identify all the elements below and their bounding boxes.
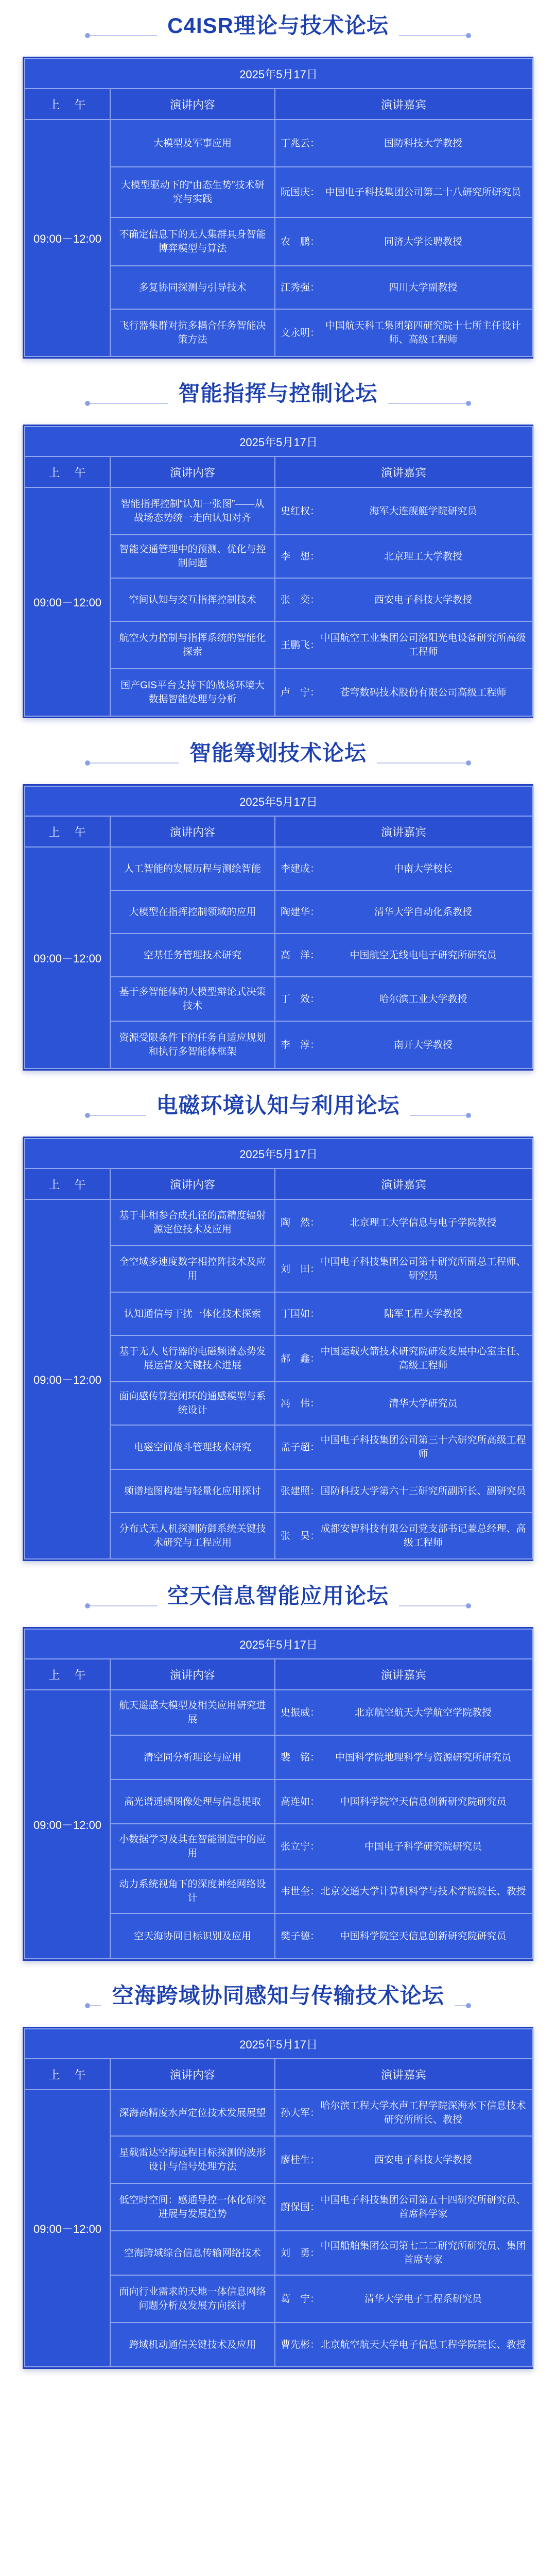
speaker-name: 刘 勇： (281, 2247, 320, 2259)
talk-topic: 航天遥感大模型及相关应用研究进展 (110, 1690, 275, 1735)
talk-topic: 面向感传算控闭环的通感模型与系统设计 (110, 1382, 275, 1425)
talk-topic: 智能交通管理中的预测、优化与控制问题 (110, 535, 275, 578)
speaker-affiliation: 苍穹数码技术股份有限公司高级工程师 (340, 687, 507, 698)
talk-topic: 智能指挥控制“认知一张图”——从战场态势统一走向认知对齐 (110, 487, 275, 535)
topic-header: 演讲内容 (110, 89, 275, 120)
speaker-cell (275, 669, 532, 716)
forum-title (0, 1570, 556, 1627)
table-row (25, 1199, 532, 1246)
forum-title (0, 1080, 556, 1137)
speaker-name: 卢 宁： (281, 687, 320, 698)
header-row (25, 456, 532, 487)
speaker-cell (275, 2275, 532, 2323)
topic-header: 演讲内容 (110, 2059, 275, 2090)
talk-topic: 低空时空间：感通导控一体化研究进展与发展趋势 (110, 2183, 275, 2231)
speaker-name: 史红权： (281, 505, 320, 517)
forum-title (0, 727, 556, 784)
date-row (25, 427, 532, 456)
speaker-affiliation: 四川大学副教授 (389, 282, 458, 293)
schedule-date: 2025年5月17日 (25, 427, 532, 456)
talk-topic: 大模型驱动下的“由态生势”技术研究与实践 (110, 167, 275, 217)
topic-header: 演讲内容 (110, 456, 275, 487)
schedule-card (23, 57, 533, 359)
talk-topic: 飞行器集群对抗多耦合任务智能决策方法 (110, 309, 275, 357)
period-header: 上午 (25, 456, 110, 487)
speaker-affiliation: 北京航空航天大学航空学院教授 (355, 1707, 492, 1718)
speaker-name: 韦世奎： (281, 1886, 320, 1897)
speaker-name: 郝 鑫： (281, 1353, 320, 1364)
period-header: 上午 (25, 89, 110, 120)
time-range: 09:00－12:00 (25, 1690, 110, 1959)
speaker-name: 张 昊： (281, 1530, 320, 1541)
speaker-header: 演讲嘉宾 (275, 816, 532, 847)
speaker-name: 孟子超： (281, 1442, 320, 1453)
speaker-affiliation: 北京航空航天大学电子信息工程学院院长、教授 (320, 2339, 526, 2350)
schedule-card (23, 2027, 533, 2369)
schedule-date: 2025年5月17日 (25, 1629, 532, 1659)
talk-topic: 基于无人飞行器的电磁频谱态势发展运营及关键技术进展 (110, 1335, 275, 1382)
speaker-affiliation: 中国电子科技集团公司第十研究所副总工程师、研究员 (320, 1257, 526, 1281)
speaker-name: 张立宁： (281, 1841, 320, 1852)
speaker-affiliation: 陆军工程大学教授 (384, 1308, 463, 1319)
speaker-name: 张 奕： (281, 594, 320, 605)
topic-header: 演讲内容 (110, 1659, 275, 1690)
forum-title-text: 空海跨域协同感知与传输技术论坛 (101, 1970, 454, 2022)
speaker-name: 孙大军： (281, 2107, 320, 2119)
forum-title-text: 空天信息智能应用论坛 (157, 1570, 399, 1622)
speaker-name: 廖桂生： (281, 2154, 320, 2165)
speaker-affiliation: 西安电子科技大学教授 (374, 2154, 473, 2165)
speaker-affiliation: 国防科技大学教授 (384, 138, 463, 149)
forum-title-text: 智能指挥与控制论坛 (168, 368, 388, 419)
schedule-card (23, 425, 533, 718)
table-row (25, 847, 532, 890)
talk-topic: 面向行业需求的天地一体信息网络问题分析及发展方向探讨 (110, 2275, 275, 2323)
speaker-cell (275, 266, 532, 309)
topic-header: 演讲内容 (110, 1168, 275, 1199)
speaker-cell (275, 309, 532, 357)
talk-topic: 基于多智能体的大模型辩论式决策技术 (110, 977, 275, 1021)
talk-topic: 大模型及军事应用 (110, 120, 275, 167)
speaker-name: 蔚保国： (281, 2201, 320, 2213)
talk-topic: 高光谱遥感图像处理与信息提取 (110, 1780, 275, 1824)
table-row (25, 487, 532, 535)
title-dot-left (85, 1113, 90, 1118)
schedule-card (23, 784, 533, 1071)
speaker-cell (275, 1469, 532, 1513)
speaker-cell (275, 2183, 532, 2231)
time-range: 09:00－12:00 (25, 1199, 110, 1559)
table-row (25, 120, 532, 167)
speaker-cell (275, 1382, 532, 1425)
speaker-name: 高 洋： (281, 950, 320, 961)
speaker-cell (275, 1869, 532, 1913)
speaker-header: 演讲嘉宾 (275, 1168, 532, 1199)
talk-topic: 资源受限条件下的任务自适应规划和执行多智能体框架 (110, 1021, 275, 1069)
period-header: 上午 (25, 816, 110, 847)
talk-topic: 不确定信息下的无人集群具身智能博弈模型与算法 (110, 217, 275, 266)
header-row (25, 2059, 532, 2090)
speaker-affiliation: 哈尔滨工程大学水声工程学院深海水下信息技术研究所所长、教授 (320, 2100, 526, 2125)
talk-topic: 深海高精度水声定位技术发展展望 (110, 2090, 275, 2136)
speaker-affiliation: 中国电子科学研究院研究员 (364, 1841, 482, 1852)
talk-topic: 大模型在指挥控制领域的应用 (110, 890, 275, 934)
speaker-cell (275, 847, 532, 890)
speaker-cell (275, 578, 532, 621)
period-header: 上午 (25, 1168, 110, 1199)
period-header: 上午 (25, 2059, 110, 2090)
date-row (25, 1629, 532, 1659)
speaker-cell (275, 2323, 532, 2367)
speaker-cell (275, 977, 532, 1021)
talk-topic: 动力系统视角下的深度神经网络设计 (110, 1869, 275, 1913)
speaker-name: 刘 田： (281, 1263, 320, 1275)
speaker-affiliation: 中国航天科工集团第四研究院十七所主任设计师、高级工程师 (325, 320, 522, 345)
speaker-affiliation: 中国运载火箭技术研究院研发发展中心室主任、高级工程师 (320, 1346, 526, 1371)
schedule-card (23, 1137, 533, 1561)
title-dot-right (466, 2003, 471, 2008)
speaker-name: 陶 然： (281, 1217, 320, 1228)
title-dot-right (466, 760, 471, 766)
speaker-affiliation: 北京理工大学信息与电子学院教授 (350, 1217, 497, 1228)
speaker-cell (275, 1425, 532, 1469)
speaker-header: 演讲嘉宾 (275, 89, 532, 120)
forum-title (0, 0, 556, 57)
talk-topic: 全空域多速度数字相控阵技术及应用 (110, 1246, 275, 1292)
talk-topic: 航空火力控制与指挥系统的智能化探索 (110, 621, 275, 669)
speaker-affiliation: 南开大学教授 (394, 1039, 453, 1050)
speaker-header: 演讲嘉宾 (275, 1659, 532, 1690)
speaker-cell (275, 1199, 532, 1246)
forum-title-text: 电磁环境认知与利用论坛 (146, 1080, 410, 1131)
talk-topic: 空基任务管理技术研究 (110, 934, 275, 977)
talk-topic: 国产GIS平台支持下的战场环境大数据智能处理与分析 (110, 669, 275, 716)
speaker-cell (275, 487, 532, 535)
speaker-affiliation: 清华大学电子工程系研究员 (364, 2293, 482, 2304)
forum-title (0, 1970, 556, 2027)
speaker-name: 葛 宁： (281, 2293, 320, 2304)
speaker-name: 丁国如： (281, 1308, 320, 1319)
speaker-name: 樊子德： (281, 1930, 320, 1942)
schedule-table (24, 1138, 533, 1560)
speaker-name: 李 淳： (281, 1039, 320, 1050)
talk-topic: 空天海协同目标识别及应用 (110, 1913, 275, 1959)
period-header: 上午 (25, 1659, 110, 1690)
schedule-table (24, 786, 533, 1069)
talk-topic: 分布式无人机探测防御系统关键技术研究与工程应用 (110, 1513, 275, 1559)
title-dot-left (85, 33, 90, 38)
time-range: 09:00－12:00 (25, 120, 110, 357)
speaker-affiliation: 中国电子科技集团公司第二十八研究所研究员 (325, 187, 522, 198)
title-dot-right (466, 1603, 471, 1608)
speaker-cell (275, 1335, 532, 1382)
speaker-name: 张建照： (281, 1485, 320, 1497)
speaker-affiliation: 中国电子科技集团公司第五十四研究所研究员、首席科学家 (320, 2195, 526, 2219)
date-row (25, 2029, 532, 2059)
speaker-affiliation: 国防科技大学第六十三研究所副所长、副研究员 (320, 1485, 526, 1497)
talk-topic: 基于非相参合成孔径的高精度辐射源定位技术及应用 (110, 1199, 275, 1246)
talk-topic: 星载雷达空海远程目标探测的波形设计与信号处理方法 (110, 2136, 275, 2183)
speaker-name: 王鹏飞： (281, 639, 320, 651)
time-range: 09:00－12:00 (25, 2090, 110, 2367)
speaker-cell (275, 217, 532, 266)
title-dot-right (466, 1113, 471, 1118)
speaker-name: 李建成： (281, 863, 320, 874)
talk-topic: 跨域机动通信关键技术及应用 (110, 2323, 275, 2367)
speaker-name: 阮国庆： (281, 187, 320, 198)
header-row (25, 89, 532, 120)
schedule-date: 2025年5月17日 (25, 786, 532, 816)
speaker-cell (275, 1690, 532, 1735)
schedule-date: 2025年5月17日 (25, 2029, 532, 2059)
talk-topic: 空海跨域综合信息传输网络技术 (110, 2231, 275, 2275)
speaker-name: 李 想： (281, 551, 320, 562)
speaker-cell (275, 1513, 532, 1559)
speaker-name: 农 鹏： (281, 236, 320, 247)
speaker-affiliation: 中南大学校长 (394, 863, 453, 874)
schedule-card (23, 1627, 533, 1961)
speaker-header: 演讲嘉宾 (275, 456, 532, 487)
speaker-name: 丁兆云： (281, 138, 320, 149)
speaker-affiliation: 中国科学院空天信息创新研究院研究员 (340, 1796, 507, 1807)
schedule-table (24, 426, 533, 717)
talk-topic: 清空同分析理论与应用 (110, 1735, 275, 1780)
talk-topic: 认知通信与干扰一体化技术探索 (110, 1292, 275, 1335)
speaker-affiliation: 清华大学自动化系教授 (374, 906, 473, 918)
speaker-name: 丁 效： (281, 993, 320, 1005)
speaker-name: 冯 伟： (281, 1398, 320, 1409)
schedule-date: 2025年5月17日 (25, 59, 532, 89)
speaker-cell (275, 2231, 532, 2275)
schedule-table (24, 2028, 533, 2367)
header-row (25, 1659, 532, 1690)
speaker-cell (275, 1246, 532, 1292)
time-range: 09:00－12:00 (25, 487, 110, 716)
speaker-affiliation: 清华大学研究员 (389, 1398, 458, 1409)
talk-topic: 电磁空间战斗管理技术研究 (110, 1425, 275, 1469)
speaker-affiliation: 中国电子科技集团公司第三十六研究所高级工程师 (320, 1435, 526, 1460)
speaker-cell (275, 1824, 532, 1869)
speaker-header: 演讲嘉宾 (275, 2059, 532, 2090)
speaker-affiliation: 中国航空无线电电子研究所研究员 (350, 950, 497, 961)
talk-topic: 频谱地图构建与轻量化应用探讨 (110, 1469, 275, 1513)
speaker-cell (275, 1735, 532, 1780)
speaker-cell (275, 621, 532, 669)
speaker-cell (275, 1021, 532, 1069)
table-row (25, 2090, 532, 2136)
date-row (25, 786, 532, 816)
forum-title (0, 368, 556, 425)
speaker-affiliation: 海军大连舰艇学院研究员 (369, 505, 477, 517)
speaker-cell (275, 2136, 532, 2183)
speaker-cell (275, 1913, 532, 1959)
schedule-date: 2025年5月17日 (25, 1139, 532, 1168)
speaker-affiliation: 北京交通大学计算机科学与技术学院院长、教授 (320, 1886, 526, 1897)
speaker-affiliation: 中国船舶集团公司第七二二研究所研究员、集团首席专家 (320, 2241, 526, 2265)
speaker-name: 裴 铭： (281, 1752, 320, 1763)
title-dot-right (466, 33, 471, 38)
speaker-name: 江秀强： (281, 282, 320, 293)
table-row (25, 1690, 532, 1735)
date-row (25, 59, 532, 89)
speaker-cell (275, 167, 532, 217)
speaker-cell (275, 890, 532, 934)
speaker-affiliation: 中国科学院空天信息创新研究院研究员 (340, 1930, 507, 1942)
speaker-affiliation: 中国科学院地理科学与资源研究所研究员 (335, 1752, 512, 1763)
forum-title-text: C4ISR理论与技术论坛 (157, 0, 399, 52)
schedule-table (24, 58, 533, 357)
title-dot-left (85, 1603, 90, 1608)
talk-topic: 人工智能的发展历程与测绘智能 (110, 847, 275, 890)
speaker-name: 文永明： (281, 327, 320, 338)
header-row (25, 1168, 532, 1199)
talk-topic: 小数据学习及其在智能制造中的应用 (110, 1824, 275, 1869)
title-dot-left (85, 2003, 90, 2008)
speaker-cell (275, 120, 532, 167)
topic-header: 演讲内容 (110, 816, 275, 847)
date-row (25, 1139, 532, 1168)
speaker-cell (275, 934, 532, 977)
speaker-affiliation: 西安电子科技大学教授 (374, 594, 473, 605)
speaker-cell (275, 1780, 532, 1824)
time-range: 09:00－12:00 (25, 847, 110, 1069)
schedule-table (24, 1629, 533, 1959)
speaker-cell (275, 535, 532, 578)
speaker-affiliation: 北京理工大学教授 (384, 551, 463, 562)
title-dot-right (466, 401, 471, 406)
title-dot-left (85, 760, 90, 766)
speaker-affiliation: 中国航空工业集团公司洛阳光电设备研究所高级工程师 (320, 633, 526, 657)
talk-topic: 空间认知与交互指挥控制技术 (110, 578, 275, 621)
speaker-name: 高连如： (281, 1796, 320, 1807)
speaker-name: 曹先彬： (281, 2339, 320, 2350)
speaker-cell (275, 1292, 532, 1335)
speaker-affiliation: 同济大学长聘教授 (384, 236, 463, 247)
speaker-name: 陶建华： (281, 906, 320, 918)
forum-title-text: 智能筹划技术论坛 (179, 727, 377, 779)
talk-topic: 多复协同探测与引导技术 (110, 266, 275, 309)
speaker-name: 史振威： (281, 1707, 320, 1718)
speaker-affiliation: 成都安智科技有限公司党支部书记兼总经理、高级工程师 (320, 1523, 526, 1548)
header-row (25, 816, 532, 847)
speaker-cell (275, 2090, 532, 2136)
speaker-affiliation: 哈尔滨工业大学教授 (379, 993, 467, 1005)
title-dot-left (85, 401, 90, 406)
